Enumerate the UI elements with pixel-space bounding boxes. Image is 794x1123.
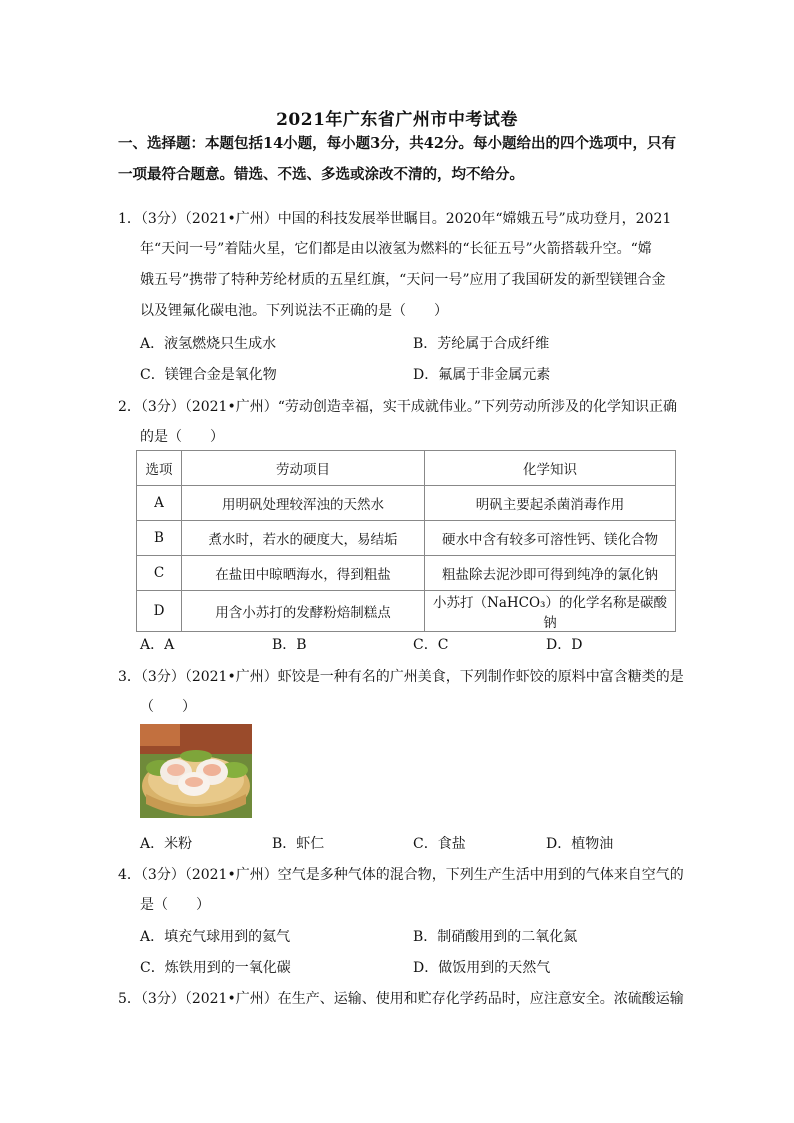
q4-stem-line: 4．（3分）（2021•广州）空气是多种气体的混合物，下列生产生活中用到的气体来自空气的: [118, 867, 684, 883]
q3-option-c[interactable]: C．食盐: [413, 836, 466, 852]
section-heading: [118, 128, 678, 190]
q1-stem-line: 年“天问一号”着陆火星，它们都是由以液氢为燃料的“长征五号”火箭搭载升空。“嫦: [140, 241, 652, 257]
q3-stem-line: （ ）: [140, 699, 196, 715]
q3-option-b[interactable]: B．虾仁: [272, 836, 325, 852]
q2-option-d[interactable]: D．D: [546, 637, 583, 653]
table-header-row: [137, 451, 676, 486]
section-heading-line: 一、选择题：本题包括14小题，每小题3分，共42分。每小题给出的四个选项中，只有: [118, 135, 676, 152]
table-row: [137, 591, 676, 632]
q2-option-c[interactable]: C．C: [413, 637, 449, 653]
q3-option-a[interactable]: A．米粉: [140, 836, 193, 852]
q1-option-d[interactable]: D．氟属于非金属元素: [413, 367, 551, 383]
q2-stem-line: 的是（ ）: [140, 429, 224, 445]
q2-option-b[interactable]: B．B: [272, 637, 307, 653]
q1-option-b[interactable]: B．芳纶属于合成纤维: [413, 336, 550, 352]
q1-option-a[interactable]: A．液氢燃烧只生成水: [140, 336, 277, 352]
q1-stem-line: 1．（3分）（2021•广州）中国的科技发展举世瞩目。2020年“嫦娥五号”成功登月，2021: [118, 211, 672, 227]
section-heading-line: 一项最符合题意。错选、不选、多选或涂改不清的，均不给分。: [118, 166, 524, 183]
table-header-cell: 选项: [137, 451, 182, 486]
table-cell: C: [137, 556, 182, 591]
table-cell: 用明矾处理较浑浊的天然水: [182, 486, 425, 521]
table-cell: 小苏打（NaHCO₃）的化学名称是碳酸钠: [425, 591, 676, 632]
table-cell: A: [137, 486, 182, 521]
q1-stem-line: 以及锂氟化碳电池。下列说法不正确的是（ ）: [140, 303, 448, 319]
q4-option-d[interactable]: D．做饭用到的天然气: [413, 960, 551, 976]
q4-option-a[interactable]: A．填充气球用到的氦气: [140, 929, 291, 945]
q1-stem-line: 娥五号”携带了特种芳纶材质的五星红旗，“天问一号”应用了我国研发的新型镁锂合金: [140, 272, 666, 288]
q2-option-a[interactable]: A．A: [140, 637, 175, 653]
q3-option-d[interactable]: D．植物油: [546, 836, 614, 852]
shrimp-dumpling-image: [140, 724, 252, 818]
page-title: 2021年广东省广州市中考试卷: [276, 110, 518, 130]
table-cell: 在盐田中晾晒海水，得到粗盐: [182, 556, 425, 591]
table-cell: 用含小苏打的发酵粉焙制糕点: [182, 591, 425, 632]
q4-option-b[interactable]: B．制硝酸用到的二氧化氮: [413, 929, 578, 945]
q4-option-c[interactable]: C．炼铁用到的一氧化碳: [140, 960, 291, 976]
q1-option-c[interactable]: C．镁锂合金是氧化物: [140, 367, 277, 383]
table-row: [137, 521, 676, 556]
table-cell: 粗盐除去泥沙即可得到纯净的氯化钠: [425, 556, 676, 591]
q4-stem-line: 是（ ）: [140, 897, 210, 913]
table-cell: D: [137, 591, 182, 632]
table-cell: 明矾主要起杀菌消毒作用: [425, 486, 676, 521]
table-cell: B: [137, 521, 182, 556]
table-header-cell: 劳动项目: [182, 451, 425, 486]
table-cell: 硬水中含有较多可溶性钙、镁化合物: [425, 521, 676, 556]
q5-stem-line: 5．（3分）（2021•广州）在生产、运输、使用和贮存化学药品时，应注意安全。浓硫酸运输: [118, 991, 684, 1007]
table-row: [137, 486, 676, 521]
q2-stem-line: 2．（3分）（2021•广州）“劳动创造幸福，实干成就伟业。”下列劳动所涉及的化学知识正确: [118, 399, 678, 415]
table-row: [137, 556, 676, 591]
table-header-cell: 化学知识: [425, 451, 676, 486]
table-cell: 煮水时，若水的硬度大，易结垢: [182, 521, 425, 556]
q3-stem-line: 3．（3分）（2021•广州）虾饺是一种有名的广州美食，下列制作虾饺的原料中富含糖类的是: [118, 669, 684, 685]
q2-table: [136, 450, 676, 632]
